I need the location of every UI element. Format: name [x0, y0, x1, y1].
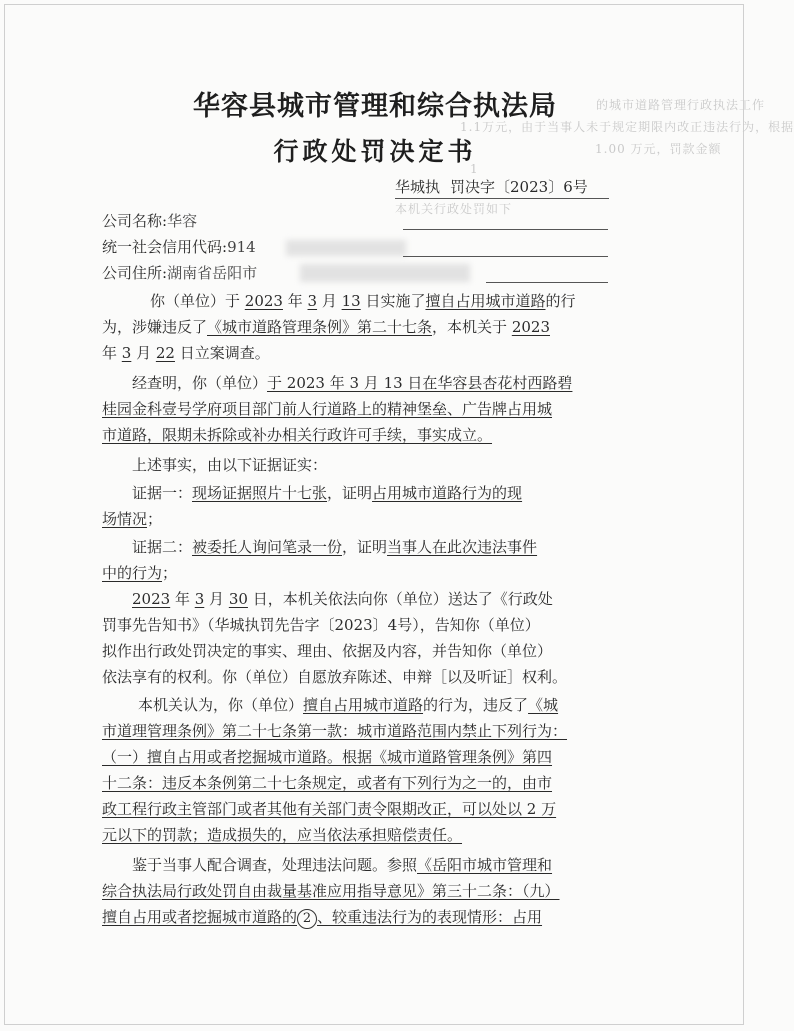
document-type: 行政处罚决定书: [273, 137, 477, 166]
paragraph-line: 年 3 月 22 日立案调查。: [102, 344, 270, 362]
bleed-through-text: 1.1万元，由于当事人未于规定期限内改正违法行为，根据: [460, 120, 794, 134]
document-number-prefix: 华城执: [395, 178, 441, 196]
credit-code-value: 914: [227, 238, 256, 256]
circled-number: 2: [297, 909, 317, 929]
paragraph-line: 2023 年 3 月 30 日，本机关依法向你（单位）送达了《行政处: [132, 590, 553, 608]
paragraph-line: 经查明，你（单位）于 2023 年 3 月 13 日在华容县杏花村西路碧: [132, 374, 573, 392]
paragraph-line: 证据二：被委托人询问笔录一份，证明当事人在此次违法事件: [132, 538, 538, 556]
company-name-label: 公司名称:: [102, 212, 168, 230]
credit-code-row: [102, 236, 256, 257]
paragraph-line: 擅自占用或者挖掘城市道路的 2 、较重违法行为的表现情形：占用: [102, 906, 609, 929]
company-name-value: 华容: [167, 212, 198, 230]
bleed-through-text: 本机关行政处罚如下: [395, 202, 513, 216]
paragraph-line: 市道理管理条例》第二十七条第一款：城市道路范围内禁止下列行为：: [102, 722, 568, 740]
address-value: 湖南省岳阳市: [167, 264, 258, 282]
page-title: 华容县城市管理和综合执法局: [193, 91, 557, 122]
address-row: [102, 262, 257, 283]
paragraph-line: 十二条：违反本条例第二十七条规定，或者有下列行为之一的，由市: [102, 774, 553, 792]
paragraph-line: 中的行为；: [102, 564, 178, 582]
bleed-through-text: 1.00 万元，罚款金额: [595, 142, 722, 156]
paragraph-line: 上述事实，由以下证据证实：: [132, 456, 328, 474]
company-name-underline: [403, 229, 608, 230]
credit-code-label: 统一社会信用代码:: [102, 238, 228, 256]
paragraph-line: 市道路，限期未拆除或补办相关行政许可手续，事实成立。: [102, 426, 493, 444]
paragraph-line: 鉴于当事人配合调查，处理违法问题。参照《岳阳市城市管理和: [132, 856, 553, 874]
paragraph-line: 你（单位）于 2023 年 3 月 13 日实施了擅自占用城市道路的行: [150, 292, 576, 310]
paragraph-line: 综合执法局行政处罚自由裁量基准应用指导意见》第三十二条：（九）: [102, 882, 560, 900]
paragraph-line: 政工程行政主管部门或者其他有关部门责令限期改正，可以处以 2 万: [102, 800, 557, 818]
bleed-through-text: 的城市道路管理行政执法工作: [596, 98, 766, 112]
redaction-blur: [300, 264, 470, 282]
paragraph-line: 为，涉嫌违反了《城市道路管理条例》第二十七条，本机关于 2023: [102, 318, 550, 336]
paragraph-line: 元以下的罚款；造成损失的，应当依法承担赔偿责任。: [102, 826, 463, 844]
bleed-through-text: 1: [470, 162, 479, 176]
redaction-blur: [286, 240, 406, 256]
paragraph-line: 桂园金科壹号学府项目部门前人行道路上的精神堡垒、广告牌占用城: [102, 400, 553, 418]
address-label: 公司住所:: [102, 264, 168, 282]
paragraph-line: 罚事先告知书》（华城执罚先告字〔2023〕4号），告知你（单位）: [102, 616, 540, 634]
paragraph-line: 证据一：现场证据照片十七张，证明占用城市道路行为的现: [132, 484, 523, 502]
credit-code-underline: [403, 256, 608, 257]
address-underline: [486, 282, 608, 283]
company-name-row: [102, 210, 197, 231]
document-number: [395, 176, 609, 199]
paragraph-line: 本机关认为，你（单位）擅自占用城市道路的行为，违反了《城: [138, 696, 559, 714]
paragraph-line: 场情况；: [102, 510, 163, 528]
paragraph-line: （一）擅自占用或者挖掘城市道路。根据《城市道路管理条例》第四: [102, 748, 553, 766]
document-number-rest: 罚决字〔2023〕6号: [450, 178, 588, 196]
paragraph-line: 依法享有的权利。你（单位）自愿放弃陈述、申辩［以及听证］权利。: [102, 668, 568, 686]
paragraph-line: 拟作出行政处罚决定的事实、理由、依据及内容，并告知你（单位）: [102, 642, 553, 660]
